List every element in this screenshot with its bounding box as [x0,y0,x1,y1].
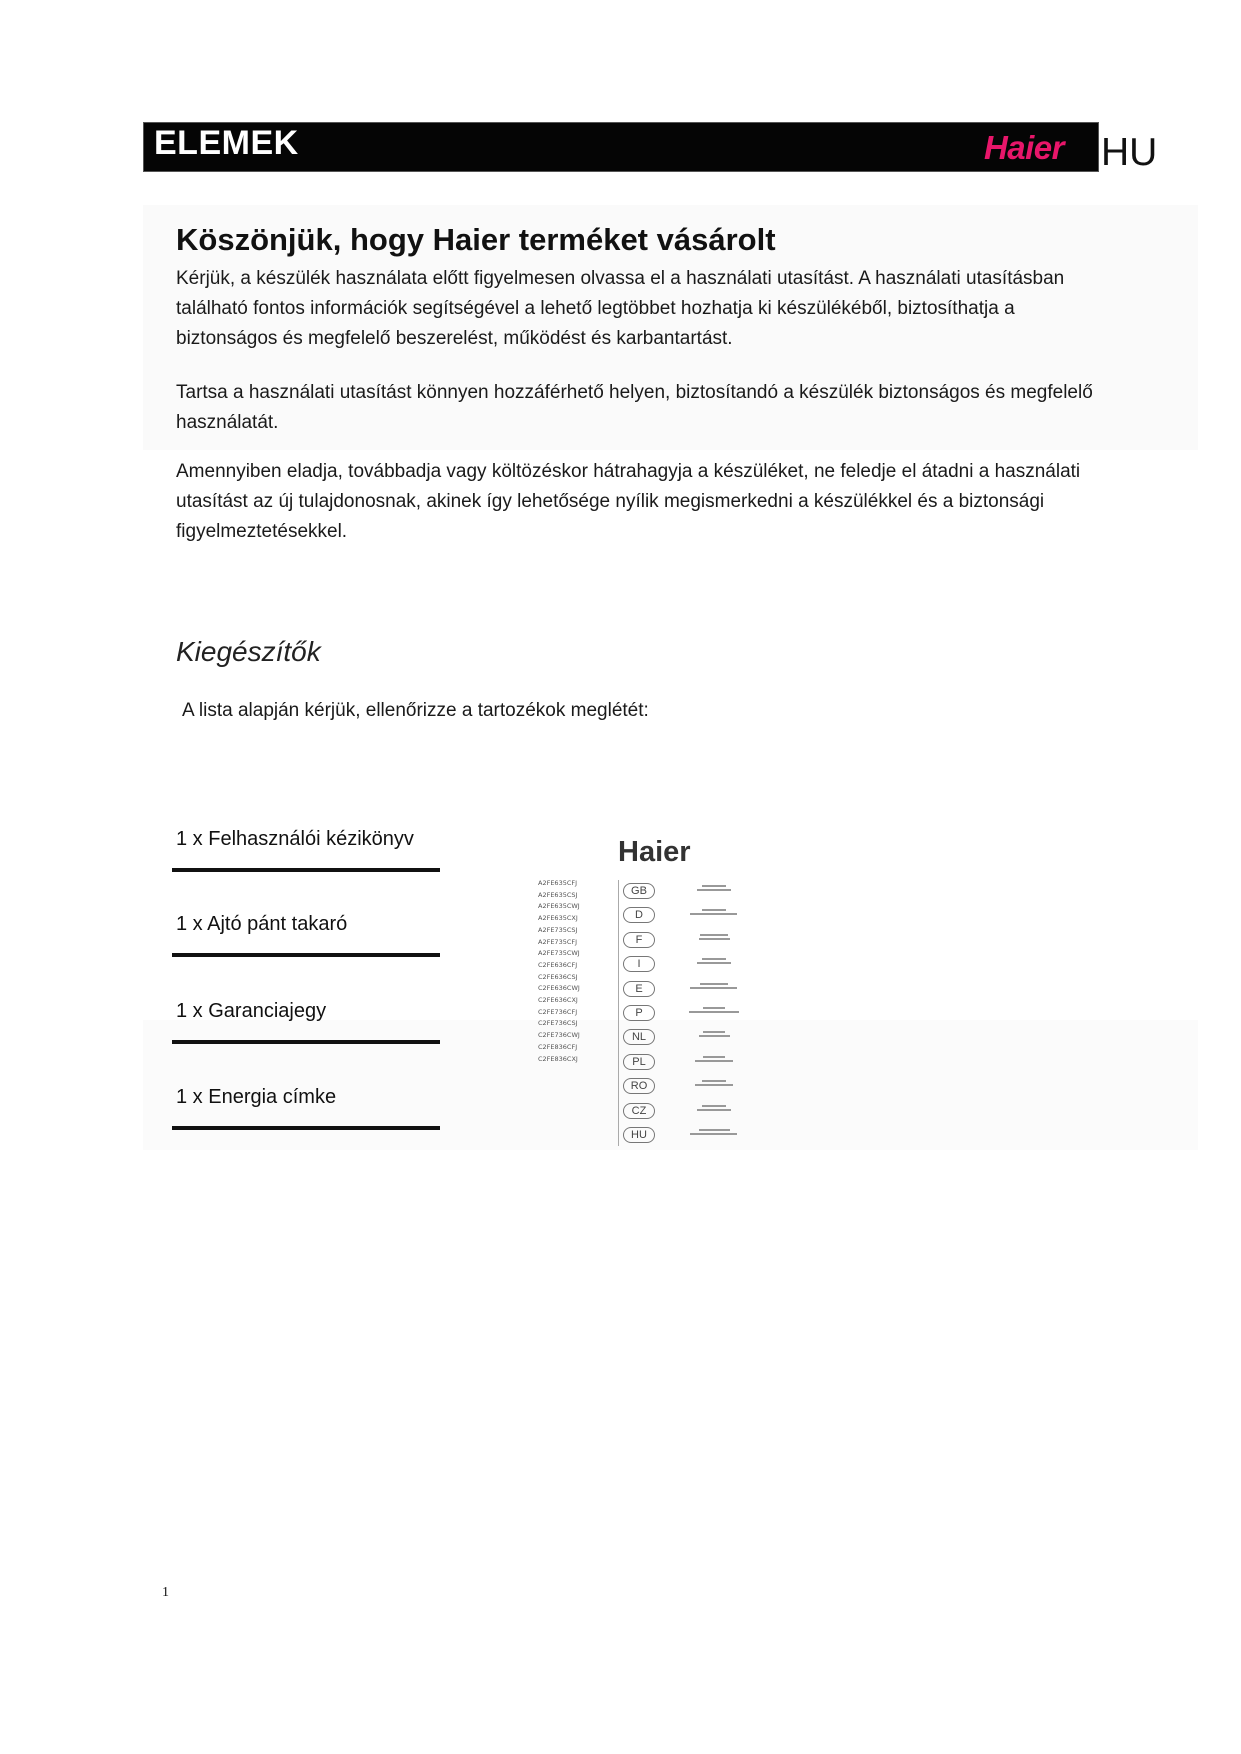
model-code: A2FE635CWJ [538,902,580,911]
divider [172,1040,440,1044]
language-description [683,981,745,993]
accessories-heading: Kiegészítők [176,636,321,667]
model-code: C2FE636CFJ [538,960,578,969]
language-description [683,1054,745,1066]
header-bar [143,122,1099,172]
model-code: A2FE635CXJ [538,914,578,923]
language-description [683,1029,745,1041]
language-badge: D [623,907,655,923]
language-badge: HU [623,1127,655,1143]
model-code: C2FE736CSJ [538,1019,578,1028]
model-code: A2FE735CFJ [538,937,578,946]
model-list [538,878,602,1065]
intro-paragraph-2: Tartsa a használati utasítást könnyen hozzáférhető helyen, biztosítandó a készülék biztonságos és megfelelő használatát. [176,382,1093,433]
accessories-instruction: A lista alapján kérjük, ellenőrizze a tartozékok meglétét: [182,700,649,721]
language-list [618,880,749,1146]
accessory-label: 1 x Garanciajegy [176,1000,327,1022]
model-code: C2FE636CWJ [538,984,580,993]
haier-logo: Haier [983,129,1064,166]
user-manual-image [538,836,748,1146]
page-number: 1 [162,1585,169,1600]
accessory-label: 1 x Ajtó pánt takaró [176,913,348,935]
accessory-item [172,1086,440,1126]
accessory-label: 1 x Felhasználói kézikönyv [176,828,414,850]
language-description [683,1127,745,1139]
model-code: C2FE836CFJ [538,1042,578,1051]
language-description [683,1103,745,1115]
language-description [683,907,745,919]
language-badge: E [623,981,655,997]
language-badge: NL [623,1029,655,1045]
language-badge: GB [623,883,655,899]
model-code: C2FE736CWJ [538,1031,580,1040]
language-description [683,932,745,944]
accessory-label: 1 x Energia címke [176,1086,337,1108]
model-code: C2FE736CFJ [538,1007,578,1016]
language-badge: RO [623,1078,655,1094]
model-code: A2FE635CFJ [538,879,578,887]
language-badge: I [623,956,655,972]
language-description [683,1005,745,1017]
divider [172,1126,440,1130]
intro-paragraph-1: Kérjük, a készülék használata előtt figyelmesen olvassa el a használati utasítást. A használati utasításban található fontos információk segítségével a lehető legtöbbet hozhatja ki készülékéből, biztosíthatja a biztonságos és megfelelő beszerelést, működést és karbantartást. [176,268,1065,349]
model-code: C2FE636CXJ [538,996,578,1005]
intro-paragraph-3: Amennyiben eladja, továbbadja vagy költözéskor hátrahagyja a készüléket, ne feledje el átadni a használati utasítást az új tulajdonosnak, akinek így lehetősége nyílik megismerkedni a készülékkel és a biztonsági figyelmeztetésekkel. [176,461,1081,542]
header-title: ELEMEK [154,124,299,162]
accessory-item [172,1000,440,1040]
divider [172,953,440,957]
language-description [683,1078,745,1090]
model-code: A2FE735CSJ [538,925,578,934]
language-description [683,956,745,968]
language-badge: F [623,932,655,948]
model-code: A2FE735CWJ [538,949,580,958]
model-code: C2FE636CSJ [538,972,578,981]
model-code: A2FE635CSJ [538,890,578,899]
language-code: HU [1101,131,1158,174]
language-badge: PL [623,1054,655,1070]
language-badge: CZ [623,1103,655,1119]
language-badge: P [623,1005,655,1021]
accessory-item [172,913,440,953]
page-title: Köszönjük, hogy Haier terméket vásárolt [176,222,776,257]
language-description [683,883,745,895]
manual-haier-logo: Haier [618,836,691,868]
accessory-item [172,828,440,868]
divider [172,868,440,872]
model-code: C2FE836CXJ [538,1054,578,1063]
